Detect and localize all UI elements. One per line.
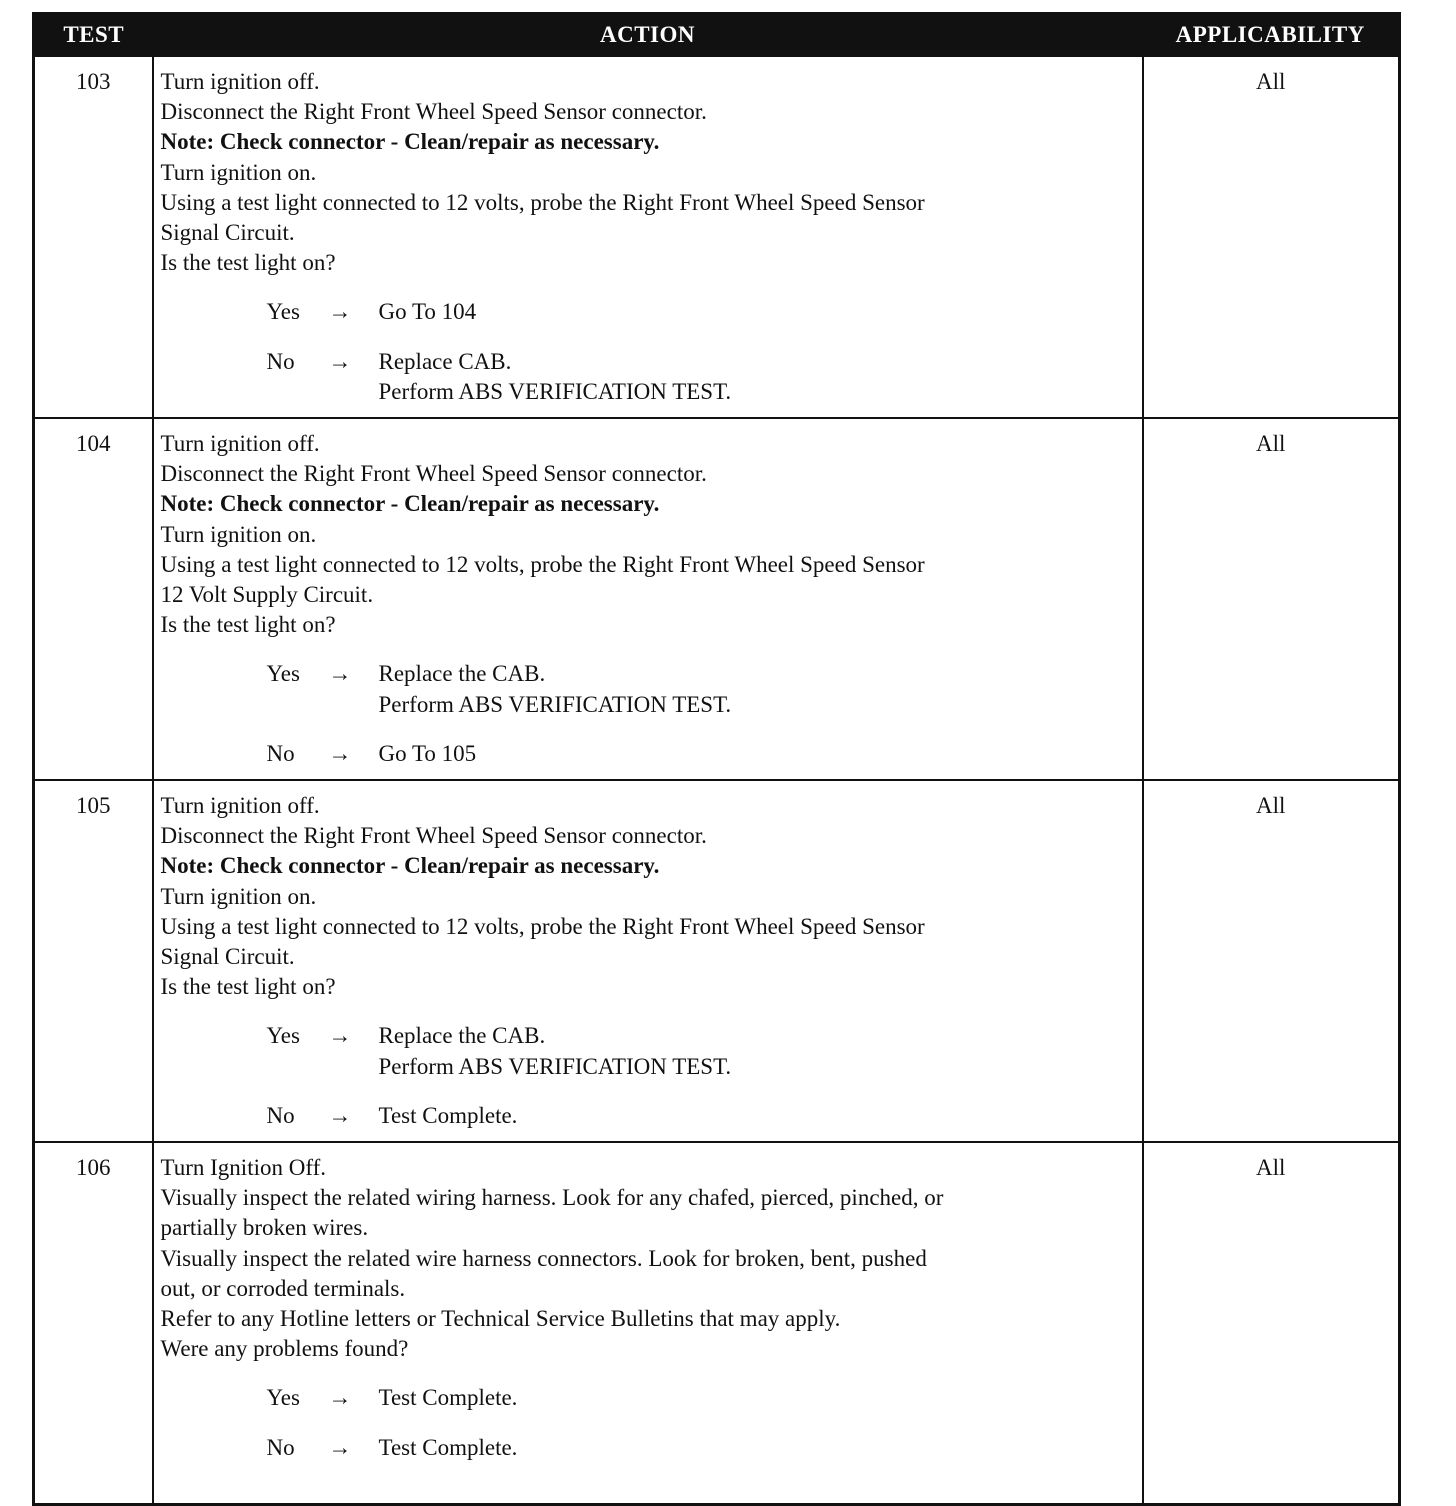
yes-result-text <box>379 659 1138 719</box>
right-arrow-icon: → <box>328 740 352 766</box>
yes-result-text <box>379 297 1138 327</box>
test-number: 103 <box>34 56 153 418</box>
action-step: Turn ignition off. <box>160 793 320 818</box>
table-body <box>34 56 1400 1504</box>
action-step: Signal Circuit. <box>160 944 295 970</box>
action-step: Turn ignition off. <box>160 69 320 94</box>
action-step: Visually inspect the related wire harness connectors. Look for broken, bent, pushed <box>160 1245 927 1271</box>
no-result-line: Test Complete. <box>378 1434 518 1460</box>
action-step: out, or corroded terminals. <box>160 1275 406 1301</box>
result-list <box>161 659 1138 769</box>
no-result-text <box>379 1433 1138 1463</box>
table-header <box>34 14 1400 57</box>
header-applicability: APPLICABILITY <box>1143 14 1400 57</box>
result-list <box>161 1021 1138 1131</box>
right-arrow-icon: → <box>328 1385 352 1411</box>
yes-result-label: Yes <box>266 1385 300 1411</box>
no-result-line: Replace CAB. <box>378 348 512 374</box>
action-step: Turn ignition on. <box>160 883 317 909</box>
table-row <box>34 56 1400 418</box>
no-result-line: Go To 105 <box>378 740 477 766</box>
right-arrow-icon: → <box>328 1434 352 1460</box>
no-result-label: No <box>266 348 295 374</box>
action-step: Using a test light connected to 12 volts, probe the Right Front Wheel Speed Sensor <box>160 913 925 939</box>
action-cell <box>153 56 1143 418</box>
yes-result <box>161 1383 1138 1413</box>
action-note: Note: Check connector - Clean/repair as necessary. <box>160 129 660 155</box>
applicability-cell: All <box>1143 418 1400 780</box>
yes-result-line: Replace the CAB. <box>378 661 546 687</box>
header-action: ACTION <box>153 14 1143 57</box>
right-arrow-icon: → <box>328 348 352 374</box>
action-step: Turn Ignition Off. <box>160 1155 326 1180</box>
yes-result-line: Test Complete. <box>378 1385 518 1411</box>
no-result-text <box>379 739 1138 769</box>
yes-result-label: Yes <box>266 299 300 325</box>
yes-result-text <box>379 1383 1138 1413</box>
action-cell <box>153 780 1143 1142</box>
action-step: Signal Circuit. <box>160 220 295 246</box>
action-step: 12 Volt Supply Circuit. <box>160 582 374 608</box>
no-result-line: Perform ABS VERIFICATION TEST. <box>378 378 732 404</box>
action-step: Turn ignition on. <box>160 159 317 185</box>
action-step: Is the test light on? <box>160 974 336 1000</box>
yes-result <box>161 659 1138 719</box>
action-step: Turn ignition on. <box>160 521 317 547</box>
yes-result <box>161 297 1138 327</box>
table-row <box>34 1142 1400 1504</box>
test-number: 106 <box>34 1142 153 1504</box>
action-step: Using a test light connected to 12 volts, probe the Right Front Wheel Speed Sensor <box>160 189 925 215</box>
applicability-cell: All <box>1143 1142 1400 1504</box>
no-result <box>161 1433 1138 1463</box>
no-result-label: No <box>266 1434 295 1460</box>
yes-result-label: Yes <box>266 1023 300 1049</box>
yes-result-line: Go To 104 <box>378 299 477 325</box>
yes-result <box>161 1021 1138 1081</box>
header-test: TEST <box>34 14 153 57</box>
action-step: Using a test light connected to 12 volts, probe the Right Front Wheel Speed Sensor <box>160 551 925 577</box>
diagnostic-test-table <box>32 12 1401 1506</box>
no-result-label: No <box>266 1102 295 1128</box>
right-arrow-icon: → <box>328 1102 352 1128</box>
test-number: 105 <box>34 780 153 1142</box>
right-arrow-icon: → <box>328 299 352 325</box>
yes-result-line: Perform ABS VERIFICATION TEST. <box>378 1053 732 1079</box>
yes-result-line: Replace the CAB. <box>378 1023 546 1049</box>
action-step: Disconnect the Right Front Wheel Speed Sensor connector. <box>160 461 707 487</box>
right-arrow-icon: → <box>328 1023 352 1049</box>
action-step: Turn ignition off. <box>160 431 320 456</box>
right-arrow-icon: → <box>328 661 352 687</box>
action-cell <box>153 418 1143 780</box>
yes-result-line: Perform ABS VERIFICATION TEST. <box>378 691 732 717</box>
action-step: Visually inspect the related wiring harness. Look for any chafed, pierced, pinched, or <box>160 1185 944 1211</box>
result-list <box>161 1383 1138 1462</box>
table-row <box>34 780 1400 1142</box>
applicability-cell: All <box>1143 780 1400 1142</box>
action-cell <box>153 1142 1143 1504</box>
action-step: partially broken wires. <box>160 1215 369 1241</box>
test-number: 104 <box>34 418 153 780</box>
result-list <box>161 297 1138 407</box>
applicability-cell: All <box>1143 56 1400 418</box>
no-result-line: Test Complete. <box>378 1102 518 1128</box>
action-step: Refer to any Hotline letters or Technical Service Bulletins that may apply. <box>160 1306 841 1332</box>
no-result <box>161 347 1138 407</box>
action-step: Disconnect the Right Front Wheel Speed Sensor connector. <box>160 823 707 849</box>
yes-result-label: Yes <box>266 661 300 687</box>
no-result-label: No <box>266 740 295 766</box>
no-result-text <box>379 1101 1138 1131</box>
action-step: Disconnect the Right Front Wheel Speed Sensor connector. <box>160 99 707 125</box>
table-row <box>34 418 1400 780</box>
action-step: Were any problems found? <box>160 1336 409 1362</box>
action-note: Note: Check connector - Clean/repair as necessary. <box>160 853 660 879</box>
action-step: Is the test light on? <box>160 612 336 638</box>
no-result <box>161 1101 1138 1131</box>
no-result-text <box>379 347 1138 407</box>
action-step: Is the test light on? <box>160 250 336 276</box>
no-result <box>161 739 1138 769</box>
yes-result-text <box>379 1021 1138 1081</box>
action-note: Note: Check connector - Clean/repair as necessary. <box>160 491 660 517</box>
